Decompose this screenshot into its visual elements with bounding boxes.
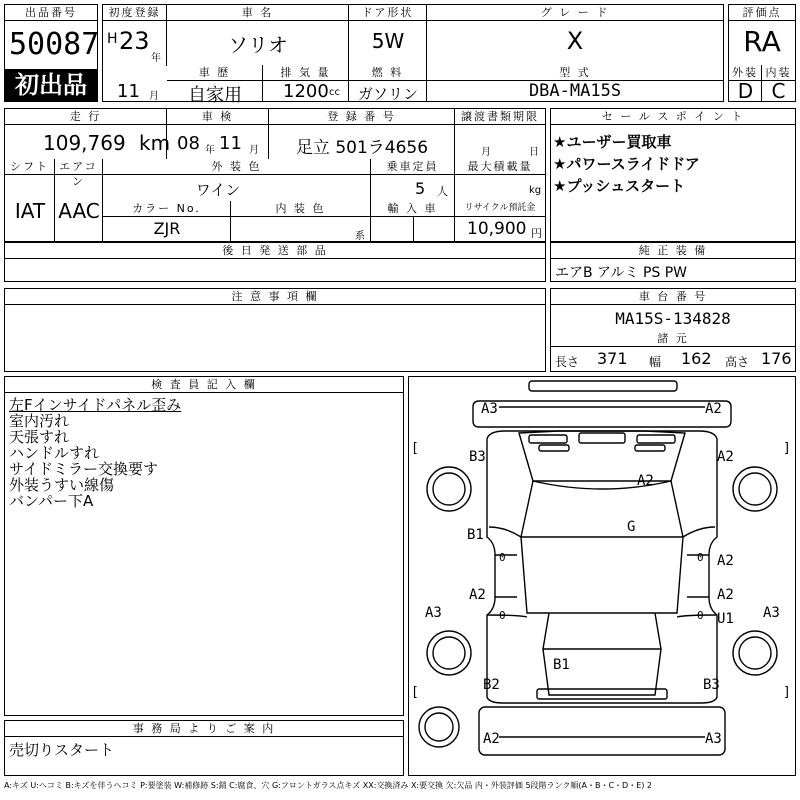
sales-points-label: セ ー ル ス ポ イ ン ト <box>551 109 795 125</box>
inspection-year: 08 <box>177 133 200 154</box>
color-no-label: カラー No. <box>103 201 231 217</box>
int-color-suffix: 系 <box>355 231 365 242</box>
mark-door-rl-zero: 0 <box>499 609 506 622</box>
first-reg-era: H <box>107 31 118 47</box>
inspector-note-1: 左Fインサイドパネル歪み <box>9 396 182 414</box>
car-diagram <box>408 376 796 776</box>
history-value: 自家用 <box>188 85 242 106</box>
mileage-label: 走 行 <box>5 109 167 125</box>
office-label: 事 務 局 よ り ご 案 内 <box>5 721 403 737</box>
equipment-box <box>550 242 796 282</box>
shift-value: IAT <box>14 199 46 223</box>
mark-door-fr: A2 <box>717 553 734 569</box>
interior-label: 内装 <box>762 65 795 81</box>
mark-door-fl: B1 <box>467 527 484 543</box>
door-label: ドア形状 <box>349 5 427 21</box>
later-parts-label: 後 日 発 送 部 品 <box>5 243 545 259</box>
equipment-value: エアB アルミ PS PW <box>555 265 688 281</box>
history-label: 車 歴 <box>167 65 263 81</box>
car-outline-icon <box>409 377 795 775</box>
capacity-unit: 人 <box>437 185 448 198</box>
bracket-left-top: [ <box>411 441 419 456</box>
mark-bumper-right: A3 <box>705 731 722 747</box>
first-reg-label: 初度登録 <box>103 5 167 21</box>
mark-side-right: A3 <box>763 605 780 621</box>
first-reg-year-unit: 年 <box>151 53 161 64</box>
mileage-unit: km <box>139 131 171 155</box>
length-label: 長さ <box>555 355 580 369</box>
displacement-value: 1200 <box>283 81 329 102</box>
inspector-note-6: 外装うすい線傷 <box>9 476 115 494</box>
caution-label: 注 意 事 項 欄 <box>5 289 545 305</box>
exterior-grade: D <box>737 79 754 103</box>
ext-color-value: ワイン <box>195 181 241 199</box>
model-label: 型 式 <box>427 65 723 81</box>
mark-fender-left: B3 <box>469 449 486 465</box>
office-value: 売切りスタート <box>9 741 115 759</box>
aircon-value: AAC <box>58 199 100 223</box>
inspector-note-7: バンパー下A <box>9 492 94 510</box>
later-parts-box <box>4 242 546 282</box>
inspection-month-unit: 月 <box>249 145 259 156</box>
int-color-label: 内 装 色 <box>231 201 371 217</box>
model-value: DBA-MA15S <box>528 81 622 101</box>
ext-color-label: 外 装 色 <box>103 159 371 175</box>
damage-legend: A:キズ U:ヘコミ B:キズを伴うヘコミ P:要塗装 W:補修跡 S:錆 C:腐食、穴 G:フロントガラス点キズ XX:交換済み X:要交換 欠:欠品 内・外装評価 5段階ランク順(A・B・C・D・E) 2 <box>4 781 653 790</box>
mark-rear-right: B3 <box>703 677 720 693</box>
grade-value: X <box>566 27 584 55</box>
mark-fender-right: A2 <box>717 449 734 465</box>
inspector-box <box>4 376 404 716</box>
inspector-note-5: サイドミラー交換要す <box>9 460 158 478</box>
exterior-label: 外装 <box>729 65 762 81</box>
sales-points-box <box>550 108 796 242</box>
width-value: 162 <box>681 349 712 368</box>
bracket-left-bottom: [ <box>411 685 419 700</box>
first-reg-month-unit: 月 <box>149 91 159 102</box>
equipment-label: 純 正 装 備 <box>551 243 795 259</box>
capacity-label: 乗車定員 <box>371 159 455 175</box>
displacement-unit: cc <box>329 87 340 98</box>
width-label: 幅 <box>649 355 662 369</box>
mark-door-rr-u: U1 <box>717 611 734 627</box>
transfer-day-unit: 日 <box>529 147 539 158</box>
first-reg-month: 11 <box>117 81 140 102</box>
mark-door-fr-zero: 0 <box>697 551 704 564</box>
office-box <box>4 720 404 776</box>
reg-number-label: 登 録 番 号 <box>269 109 455 125</box>
first-reg-year: 23 <box>119 27 150 55</box>
transfer-label: 譲渡書類期限 <box>455 109 545 125</box>
inspection-month: 11 <box>219 133 242 154</box>
transfer-month-unit: 月 <box>481 147 491 158</box>
top-grid <box>102 4 724 106</box>
recycle-unit: 円 <box>531 227 542 240</box>
lot-number: 50087 <box>9 27 100 62</box>
mark-door-fl-zero: 0 <box>499 551 506 564</box>
import-label: 輸 入 車 <box>371 201 455 217</box>
mark-front-right: A2 <box>705 401 722 417</box>
mark-front-left: A3 <box>481 401 498 417</box>
bracket-right-top: ] <box>783 441 791 456</box>
first-listing-badge: 初出品 <box>5 69 97 101</box>
recycle-label: リサイクル預託金 <box>455 201 545 217</box>
interior-grade: C <box>771 79 786 103</box>
capacity-value: 5 <box>415 179 426 198</box>
score-label: 評価点 <box>729 5 795 21</box>
car-name: ソリオ <box>228 33 288 57</box>
max-load-label: 最大積載量 <box>455 159 545 175</box>
score-box <box>728 4 796 102</box>
vehicle-info-grid <box>4 108 546 242</box>
mark-bumper-left: A2 <box>483 731 500 747</box>
sales-point-1: ★ユーザー買取車 <box>553 133 672 151</box>
inspection-label: 車 検 <box>167 109 269 125</box>
reg-number-value: 足立 501ラ4656 <box>295 138 429 158</box>
height-value: 176 <box>761 349 792 368</box>
fuel-label: 燃 料 <box>349 65 427 81</box>
height-label: 高さ <box>725 355 750 369</box>
inspector-note-4: ハンドルすれ <box>9 444 100 462</box>
mark-door-rr-a: A2 <box>717 587 734 603</box>
mark-side-left: A3 <box>425 605 442 621</box>
mark-door-rr-zero: 0 <box>697 609 704 622</box>
chassis-label: 車 台 番 号 <box>551 289 795 305</box>
score-value: RA <box>743 25 781 58</box>
sales-point-3: ★プッシュスタート <box>553 177 686 195</box>
sales-point-2: ★パワースライドドア <box>553 155 700 173</box>
max-load-unit: kg <box>529 185 542 196</box>
inspection-year-unit: 年 <box>205 145 215 156</box>
recycle-value: 10,900 <box>467 219 527 239</box>
mark-hood: A2 <box>637 473 654 489</box>
lot-box <box>4 4 98 102</box>
mark-rear-center: B1 <box>553 657 570 673</box>
color-no-value: ZJR <box>153 219 181 238</box>
mark-windshield: G <box>627 519 636 535</box>
grade-label: グ レ ー ド <box>427 5 723 21</box>
door-type: 5W <box>371 29 405 53</box>
shift-label: シフト <box>5 159 55 175</box>
inspector-note-3: 天張すれ <box>9 428 70 446</box>
bracket-right-bottom: ] <box>783 685 791 700</box>
dims-label: 諸 元 <box>551 331 795 347</box>
mark-rear-left: B2 <box>483 677 500 693</box>
car-name-label: 車 名 <box>167 5 349 21</box>
inspector-label: 検 査 員 記 入 欄 <box>5 377 403 393</box>
mark-door-rl: A2 <box>469 587 486 603</box>
aircon-label: エアコン <box>55 159 103 175</box>
mileage-value: 109,769 <box>43 131 126 155</box>
chassis-box <box>550 288 796 372</box>
lot-label: 出品番号 <box>5 5 97 21</box>
chassis-value: MA15S-134828 <box>615 309 731 328</box>
fuel-value: ガソリン <box>357 85 418 103</box>
length-value: 371 <box>597 349 628 368</box>
displacement-label: 排 気 量 <box>263 65 349 81</box>
caution-box <box>4 288 546 372</box>
inspector-note-2: 室内汚れ <box>9 412 70 430</box>
